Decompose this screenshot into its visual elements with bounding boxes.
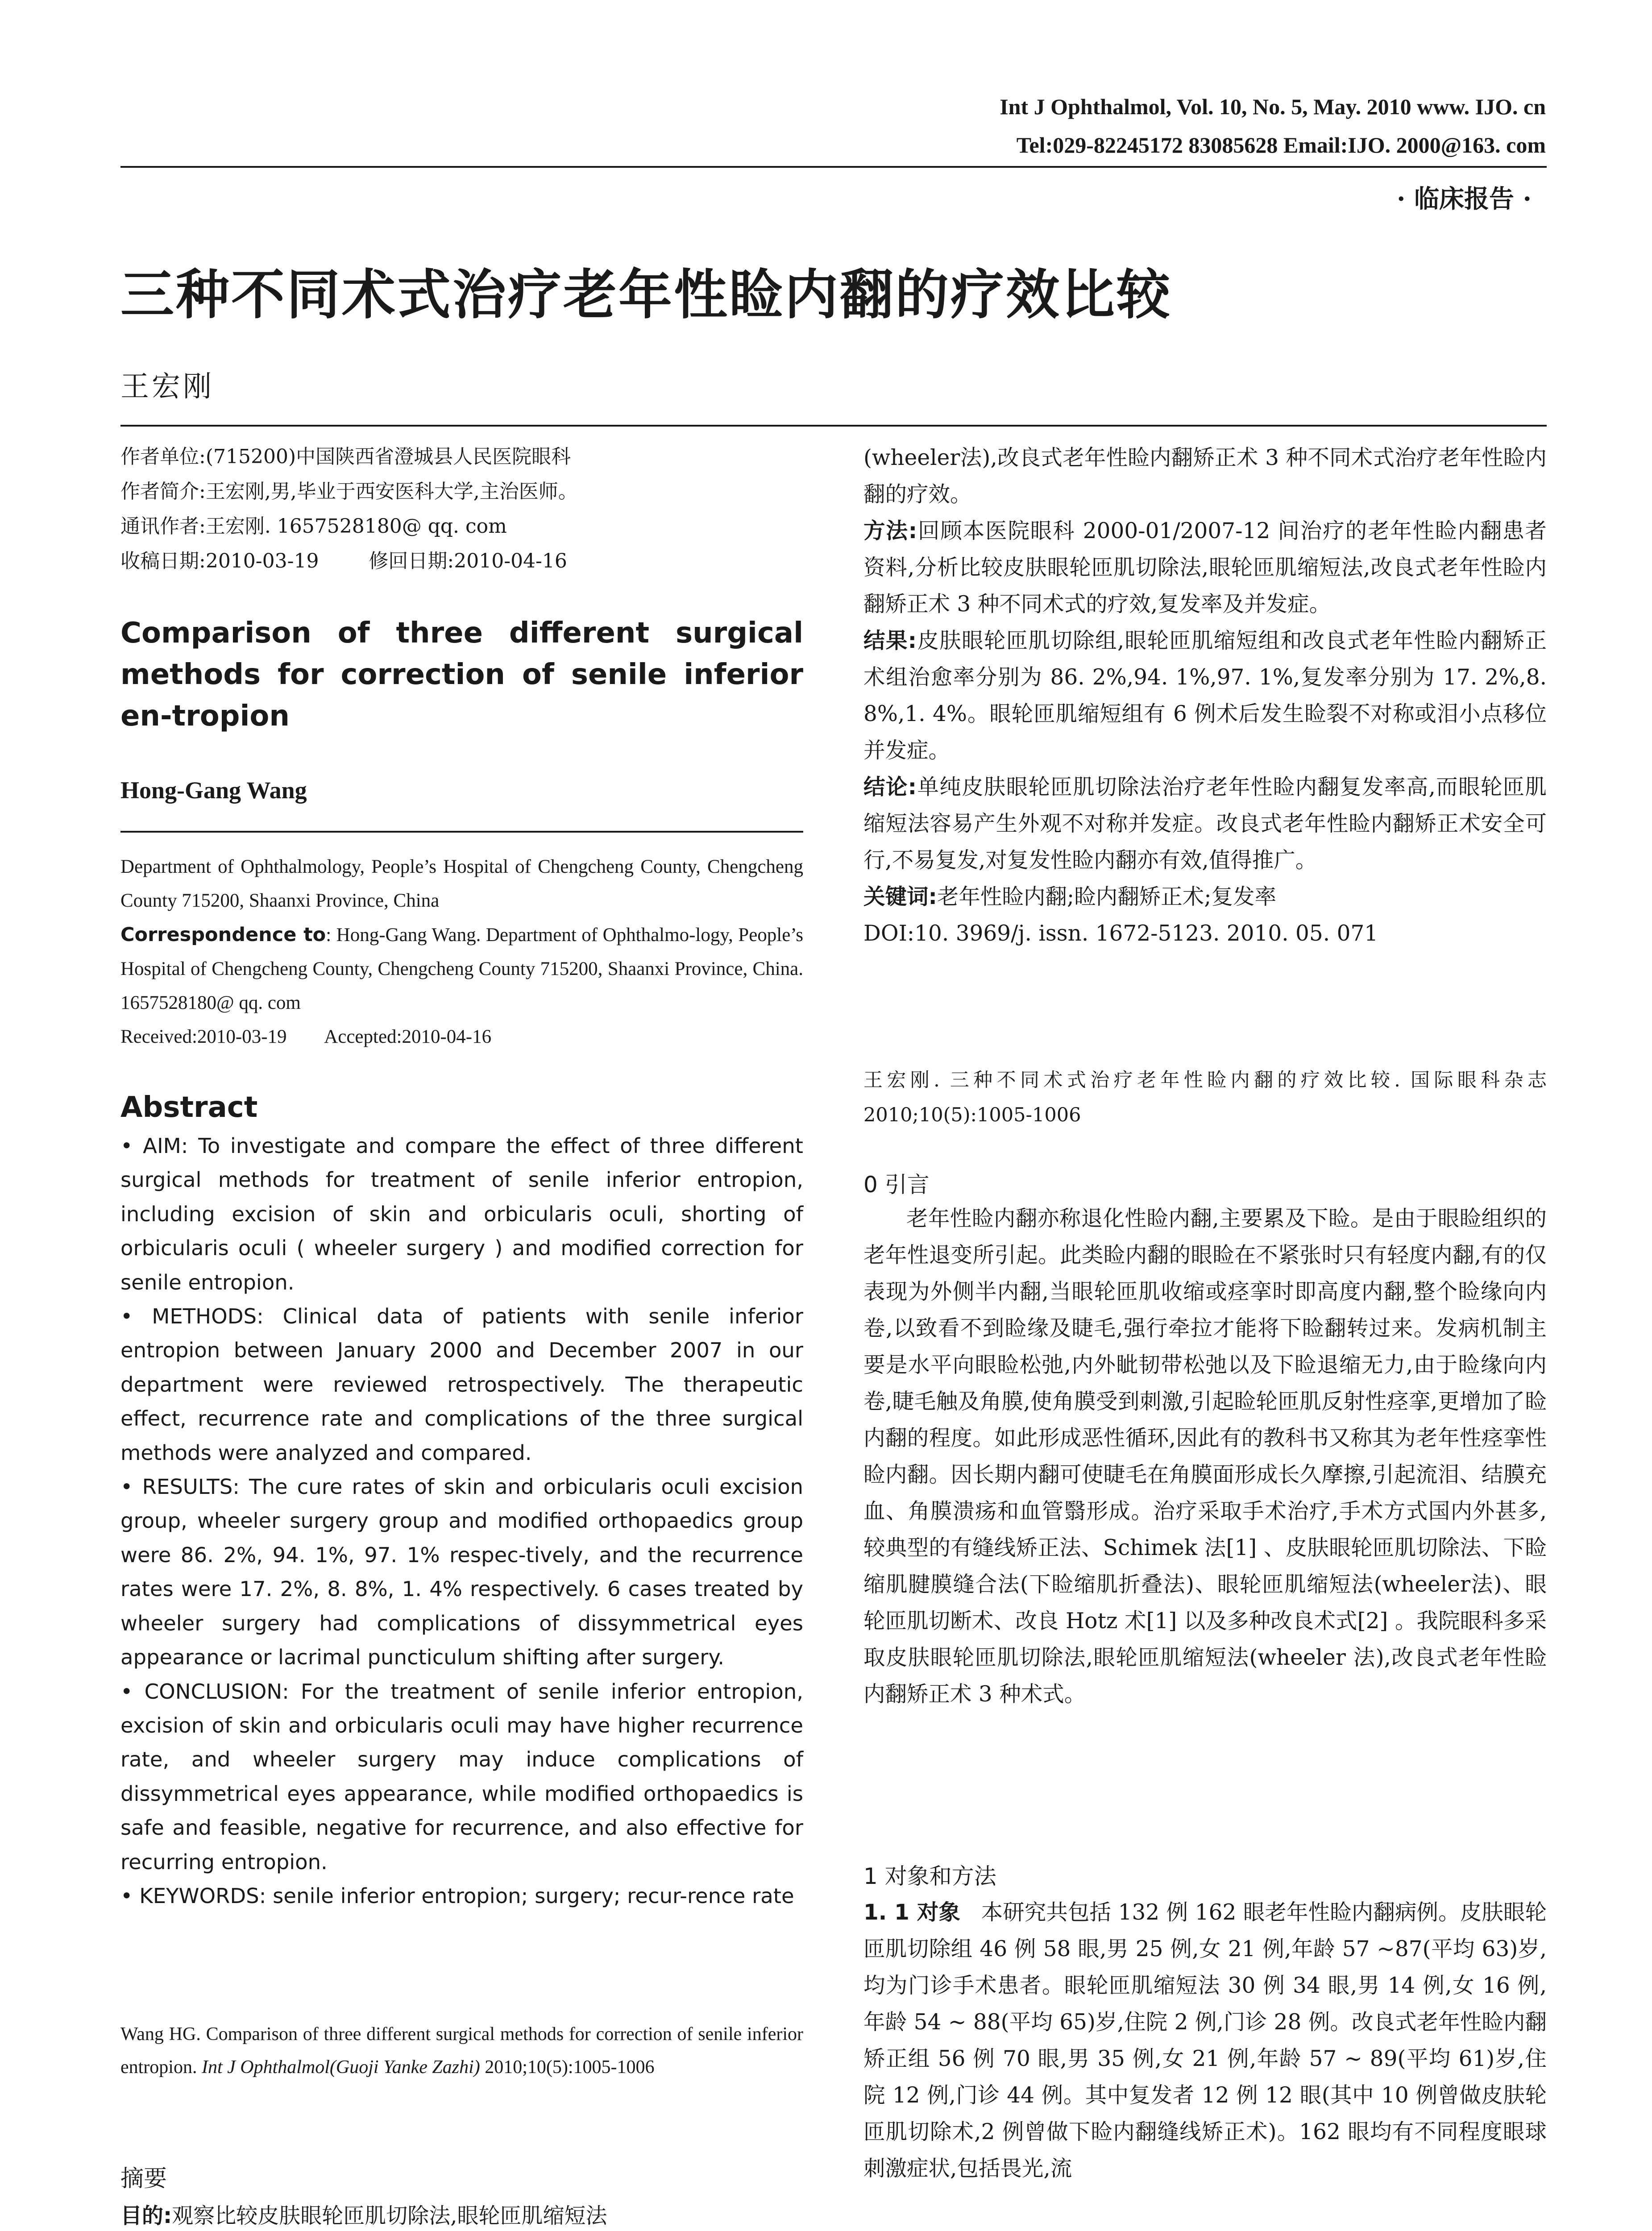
correspondence [120, 918, 803, 1020]
subjects-label: 1. 1 对象 [863, 1900, 961, 1925]
methods-subjects [863, 1894, 1547, 2187]
abstract-results: • RESULTS: The cure rates of skin and orbicularis oculi excision group, wheeler surgery group and modified orthopaedics group were 86. 2%, 94. 1%, 97. 1% respec-tively, and the recurrence rates were 17. 2%, 8. 8%, 1. 4% respectively. 6 cases treated by wheeler surgery had complications of dissymmetrical eyes appearance or lacrimal puncticulum shifting after surgery. [120, 1475, 803, 1670]
abstract-conclusion: • CONCLUSION: For the treatment of senile inferior entropion, excision of skin and orbicularis oculi may have higher recurrence rate, and wheeler surgery may induce complications of dissymmetrical eyes appearance, while modified orthopaedics is safe and feasible, negative for recurrence, and also effective for recurring entropion. [120, 1679, 803, 1874]
article-title: 三种不同术式治疗老年性睑内翻的疗效比较 [120, 263, 1172, 326]
department: Department of Ophthalmology, People’s Hospital of Chengcheng County, Chengcheng County 715200, Shaanxi Province, China [120, 856, 803, 911]
header-rule [120, 166, 1547, 168]
english-citation [120, 2018, 803, 2084]
abstract-keywords: • KEYWORDS: senile inferior entropion; surgery; recur-rence rate [120, 1883, 794, 1908]
author-info [120, 440, 803, 579]
cn-keywords [863, 879, 1547, 915]
author-affiliation: 作者单位:(715200)中国陕西省澄城县人民医院眼科 [120, 445, 571, 468]
journal-info: Int J Ophthalmol, Vol. 10, No. 5, May. 2010 www. IJO. cn [1000, 94, 1546, 119]
english-dates: Received:2010-03-19 Accepted:2010-04-16 [120, 1026, 492, 1047]
conclusion-text: 单纯皮肤眼轮匝肌切除法治疗老年性睑内翻复发率高,而眼轮匝肌缩短法容易产生外观不对称并发症。改良式老年性睑内翻矫正术安全可行,不易复发,对复发性睑内翻亦有效,值得推广。 [863, 775, 1547, 873]
methods-label: 方法: [863, 518, 917, 543]
abstract-body [120, 1129, 803, 1913]
section-label: · 临床报告 · [1397, 184, 1532, 214]
abstract-aim: • AIM: To investigate and compare the effect of three different surgical methods for treatment of senile inferior entropion, including excision of skin and orbicularis oculi, shorting of orbicularis oculi ( wheeler surgery ) and modified correction for senile entropion. [120, 1134, 803, 1294]
methods-text: 回顾本医院眼科 2000-01/2007-12 间治疗的老年性睑内翻患者资料,分析比较皮肤眼轮匝肌切除法,眼轮匝肌缩短法,改良式老年性睑内翻矫正术 3 种不同术式的疗效,复发率及并发症。 [863, 518, 1547, 617]
chinese-abstract-heading: 摘要 [120, 2165, 167, 2192]
citation-prefix: Wang HG. Comparison of three different surgical methods for correction of senile inferior entropion. [120, 2024, 803, 2078]
chinese-citation: 王宏刚. 三种不同术式治疗老年性睑内翻的疗效比较. 国际眼科杂志 2010;10(5):1005-1006 [863, 1069, 1547, 1126]
citation-suffix: 2010;10(5):1005-1006 [480, 2057, 655, 2078]
correspondence-label: Correspondence to [120, 924, 326, 946]
correspondence-text: : Hong-Gang Wang. Department of Ophthalmo-logy, People’s Hospital of Chengcheng County, Chengcheng County 715200, Shaanxi Province, China. 1657528180@ qq. com [120, 925, 803, 1013]
received-dates: 收稿日期:2010-03-19 修回日期:2010-04-16 [120, 550, 567, 572]
chinese-abstract [863, 440, 1547, 952]
english-author: Hong-Gang Wang [120, 777, 307, 804]
aim-label: 目的: [120, 2203, 172, 2228]
results-label: 结果: [863, 628, 917, 653]
subjects-text: 本研究共包括 132 例 162 眼老年性睑内翻病例。皮肤眼轮匝肌切除组 46 例 58 眼,男 25 例,女 21 例,年龄 57 ~87(平均 63)岁,均为门诊手术患者。眼轮匝肌缩短法 30 例 34 眼,男 14 例,女 16 例,年龄 54 ~ 88(平均 65)岁,住院 2 例,门诊 28 例。改良式老年性睑内翻矫正组 56 例 70 眼,男 35 例,女 21 例,年龄 57 ~ 89(平均 61)岁,住院 12 例,门诊 44 例。其中复发者 12 例 12 眼(其中 10 例曾做皮肤轮匝肌切除术,2 例曾做下睑内翻缝线矫正术)。162 眼均有不同程度眼球刺激症状,包括畏光,流 [863, 1900, 1547, 2181]
english-title: Comparison of three different surgical methods for correction of senile inferior en-tropion [120, 617, 803, 733]
title-rule [120, 425, 1547, 427]
aim-text-cont: (wheeler法),改良式老年性睑内翻矫正术 3 种不同术式治疗老年性睑内翻的疗效。 [863, 445, 1547, 507]
author-name: 王宏刚 [120, 370, 214, 403]
english-affiliation [120, 850, 803, 1054]
methods-heading: 1 对象和方法 [863, 1863, 996, 1889]
abstract-heading: Abstract [120, 1091, 258, 1124]
citation-journal: Int J Ophthalmol(Guoji Yanke Zazhi) [201, 2057, 480, 2078]
aim-text-start: 观察比较皮肤眼轮匝肌切除法,眼轮匝肌缩短法 [172, 2203, 607, 2228]
chinese-abstract-aim-start [120, 2198, 803, 2231]
cn-results [863, 622, 1547, 769]
intro-heading: 0 引言 [863, 1172, 930, 1198]
cn-methods [863, 513, 1547, 622]
contact-info: Tel:029-82245172 83085628 Email:IJO. 2000@163. com [1016, 133, 1546, 158]
results-text: 皮肤眼轮匝肌切除组,眼轮匝肌缩短组和改良式老年性睑内翻矫正术组治愈率分别为 86. 2%,94. 1%,97. 1%,复发率分别为 17. 2%,8. 8%,1. 4%。眼轮匝肌缩短组有 6 例术后发生睑裂不对称或泪小点移位并发症。 [863, 628, 1547, 763]
intro-text: 老年性睑内翻亦称退化性睑内翻,主要累及下睑。是由于眼睑组织的老年性退变所引起。此类睑内翻的眼睑在不紧张时只有轻度内翻,有的仅表现为外侧半内翻,当眼轮匝肌收缩或痉挛时即高度内翻,整个睑缘向内卷,以致看不到睑缘及睫毛,强行牵拉才能将下睑翻转过来。发病机制主要是水平向眼睑松弛,内外眦韧带松弛以及下睑退缩无力,由于睑缘向内卷,睫毛触及角膜,使角膜受到刺激,引起睑轮匝肌反射性痉挛,更增加了睑内翻的程度。如此形成恶性循环,因此有的教科书又称其为老年性痉挛性睑内翻。因长期内翻可使睫毛在角膜面形成长久摩擦,引起流泪、结膜充血、角膜溃疡和血管翳形成。治疗采取手术治疗,手术方式国内外甚多,较典型的有缝线矫正法、Schimek 法[1] 、皮肤眼轮匝肌切除法、下睑缩肌腱膜缝合法(下睑缩肌折叠法)、眼轮匝肌缩短法(wheeler法)、眼轮匝肌切断术、改良 Hotz 术[1] 以及多种改良术式[2] 。我院眼科多采取皮肤眼轮匝肌切除法,眼轮匝肌缩短法(wheeler 法),改良式老年性睑内翻矫正术 3 种术式。 [863, 1206, 1547, 1707]
author-rule [120, 831, 803, 833]
doi: DOI:10. 3969/j. issn. 1672-5123. 2010. 05. 071 [863, 921, 1378, 946]
keywords-label: 关键词: [863, 884, 937, 909]
keywords-text: 老年性睑内翻;睑内翻矫正术;复发率 [937, 884, 1277, 909]
abstract-methods: • METHODS: Clinical data of patients with senile inferior entropion between January 2000 and December 2007 in our department were reviewed retrospectively. The therapeutic effect, recurrence rate and complications of the three surgical methods were analyzed and compared. [120, 1304, 803, 1465]
corresponding-author: 通讯作者:王宏刚. 1657528180@ qq. com [120, 515, 507, 538]
author-bio: 作者简介:王宏刚,男,毕业于西安医科大学,主治医师。 [120, 480, 578, 503]
cn-conclusion [863, 769, 1547, 879]
conclusion-label: 结论: [863, 775, 917, 800]
